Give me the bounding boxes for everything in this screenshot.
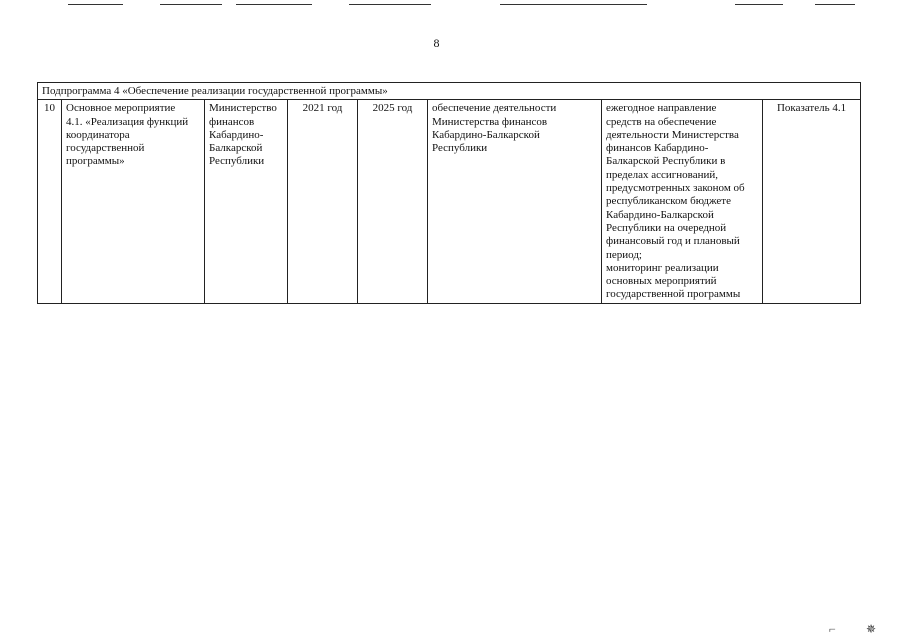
end-year-cell: 2025 год [358, 100, 428, 303]
content-line: государственной программы [606, 288, 741, 301]
content-line: Балкарской Республики в [606, 155, 726, 168]
scan-mark-icon: ⌐ [829, 622, 836, 636]
table-row [38, 100, 861, 303]
subprogram-title: Подпрограмма 4 «Обеспечение реализации государственной программы» [38, 83, 861, 100]
page-number: 8 [433, 36, 440, 50]
top-rule-4 [349, 4, 431, 5]
content-line: основных мероприятий [606, 275, 717, 288]
top-rule-3 [236, 4, 312, 5]
start-year-cell: 2021 год [288, 100, 358, 303]
content-line: Республики на очередной [606, 221, 727, 234]
measure-line: программы» [66, 155, 125, 168]
row-number: 10 [38, 100, 62, 303]
top-rule-2 [160, 4, 222, 5]
executor-line: Республики [209, 155, 265, 168]
measure-line: координатора [66, 128, 130, 141]
top-rule-5 [500, 4, 647, 5]
executor-line: Балкарской [209, 142, 263, 155]
content-line: республиканском бюджете [606, 195, 731, 208]
executor-line: финансов [209, 115, 255, 128]
result-line: Кабардино-Балкарской [432, 128, 540, 141]
result-line: Республики [432, 142, 488, 155]
measure-cell [62, 100, 205, 303]
result-line: обеспечение деятельности [432, 102, 557, 115]
top-rule-1 [68, 4, 123, 5]
content-line: Кабардино-Балкарской [606, 208, 714, 221]
content-line: предусмотренных законом об [606, 182, 745, 195]
top-rule-6 [735, 4, 783, 5]
content-line: финансов Кабардино- [606, 142, 709, 155]
measure-line: Основное мероприятие [66, 102, 176, 115]
content-line: мониторинг реализации [606, 261, 719, 274]
content-line: деятельности Министерства [606, 128, 739, 141]
content-line: финансовый год и плановый [606, 235, 740, 248]
measure-line: 4.1. «Реализация функций [66, 115, 189, 128]
content-line: период; [606, 248, 642, 261]
content-cell [602, 100, 763, 303]
indicator-cell: Показатель 4.1 [763, 100, 861, 303]
top-rule-7 [815, 4, 855, 5]
result-cell [428, 100, 602, 303]
content-line: пределах ассигнований, [606, 168, 718, 181]
content-line: средств на обеспечение [606, 115, 717, 128]
program-table [37, 82, 861, 304]
executor-cell [205, 100, 288, 303]
subprogram-row [38, 83, 861, 100]
content-line: ежегодное направление [606, 102, 717, 115]
result-line: Министерства финансов [432, 115, 548, 128]
measure-line: государственной [66, 142, 145, 155]
executor-line: Министерство [209, 102, 277, 115]
scan-mark-icon: ✵ [866, 622, 877, 636]
executor-line: Кабардино- [209, 128, 264, 141]
